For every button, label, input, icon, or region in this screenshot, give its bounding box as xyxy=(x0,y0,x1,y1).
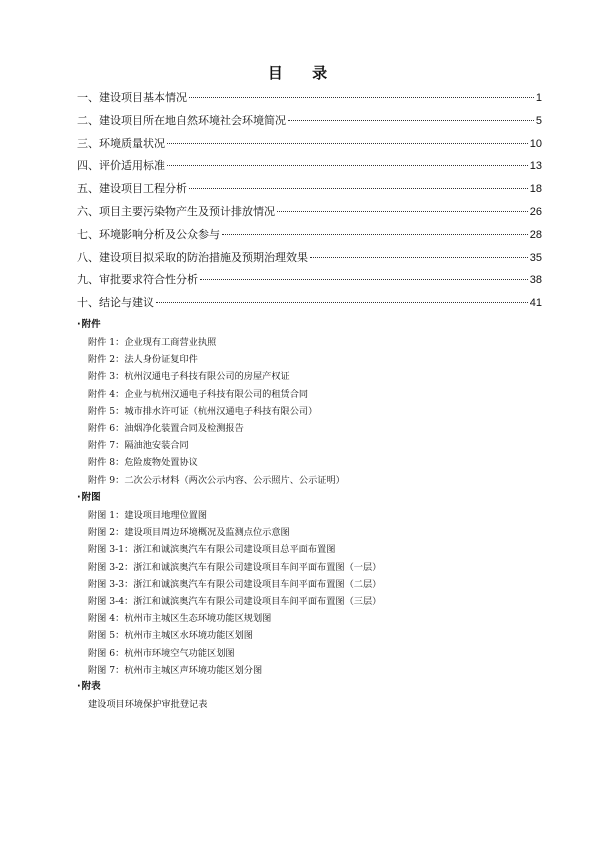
attachment-item: 附件 2：法人身份证复印件 xyxy=(88,354,198,366)
toc-entry[interactable] xyxy=(77,203,542,226)
bullet-icon: · xyxy=(77,492,81,503)
toc-entry[interactable] xyxy=(77,180,542,203)
toc-page-number: 5 xyxy=(535,114,542,127)
attachment-item: 附件 4：企业与杭州汉通电子科技有限公司的租赁合同 xyxy=(88,388,309,400)
toc-label: 十、结论与建议 xyxy=(77,296,154,310)
attachment-item: 附件 5：城市排水许可证（杭州汉通电子科技有限公司） xyxy=(88,405,318,417)
toc-page-number: 28 xyxy=(529,228,542,241)
figure-item: 附图 5：杭州市主城区水环境功能区划图 xyxy=(88,630,253,642)
figures-section xyxy=(77,489,547,679)
page-title: 目 录 xyxy=(267,64,340,82)
dot-leader xyxy=(288,120,534,121)
toc-label: 四、评价适用标准 xyxy=(77,159,165,173)
dot-leader xyxy=(200,279,528,280)
figure-item: 附图 4：杭州市主城区生态环境功能区规划图 xyxy=(88,613,272,625)
toc-page-number: 1 xyxy=(535,92,542,104)
toc-entry[interactable] xyxy=(77,89,542,112)
toc-page-number: 10 xyxy=(529,137,542,150)
toc-entry[interactable] xyxy=(77,249,542,272)
figure-item: 附图 6：杭州市环境空气功能区划图 xyxy=(88,647,235,659)
toc-entry[interactable] xyxy=(77,135,542,158)
dot-leader xyxy=(167,143,528,144)
toc-label: 二、建设项目所在地自然环境社会环境简况 xyxy=(77,113,286,127)
toc-label: 八、建设项目拟采取的防治措施及预期治理效果 xyxy=(77,250,308,264)
toc-page-number: 35 xyxy=(529,251,542,264)
toc-label: 九、审批要求符合性分析 xyxy=(77,273,198,287)
table-of-contents xyxy=(77,89,542,317)
attachment-item: 附件 9：二次公示材料（两次公示内容、公示照片、公示证明） xyxy=(88,474,345,486)
attachment-item: 附件 7：隔油池安装合同 xyxy=(88,440,189,452)
toc-label: 三、环境质量状况 xyxy=(77,136,165,150)
toc-entry[interactable] xyxy=(77,112,542,135)
toc-label: 一、建设项目基本情况 xyxy=(77,91,187,104)
toc-entry[interactable] xyxy=(77,271,542,294)
figure-item: 附图 1：建设项目地理位置图 xyxy=(88,510,208,521)
bullet-icon: · xyxy=(77,319,81,330)
figure-item: 附图 3-4：浙江和诚滨奥汽车有限公司建设项目车间平面布置图（三层） xyxy=(88,595,382,607)
toc-page-number: 41 xyxy=(529,297,542,310)
dot-leader xyxy=(189,97,534,98)
figure-item: 附图 3-2：浙江和诚滨奥汽车有限公司建设项目车间平面布置图（一层） xyxy=(88,561,382,573)
toc-page-number: 38 xyxy=(529,274,542,287)
toc-entry[interactable] xyxy=(77,294,542,317)
dot-leader xyxy=(167,165,528,166)
toc-label: 七、环境影响分析及公众参与 xyxy=(77,227,220,241)
figure-item: 附图 7：杭州市主城区声环境功能区划分图 xyxy=(88,664,263,676)
toc-page-number: 13 xyxy=(529,160,542,173)
dot-leader xyxy=(277,211,528,212)
tables-section xyxy=(77,678,547,713)
toc-entry[interactable] xyxy=(77,226,542,249)
toc-page-number: 18 xyxy=(529,183,542,196)
attachment-item: 附件 8：危险废物处置协议 xyxy=(88,457,198,469)
dot-leader xyxy=(156,302,528,303)
toc-entry[interactable] xyxy=(77,157,542,180)
table-item: 建设项目环境保护审批登记表 xyxy=(88,699,208,710)
attachment-item: 附件 3：杭州汉通电子科技有限公司的房屋产权证 xyxy=(88,371,290,383)
section-heading: ·附图 xyxy=(77,492,101,503)
figure-item: 附图 3-3：浙江和诚滨奥汽车有限公司建设项目车间平面布置图（二层） xyxy=(88,578,382,590)
figure-item: 附图 2：建设项目周边环境概况及监测点位示意图 xyxy=(88,527,290,539)
toc-label: 六、项目主要污染物产生及预计排放情况 xyxy=(77,204,275,218)
attachment-item: 附件 6：油烟净化装置合同及检测报告 xyxy=(88,422,244,434)
figure-item: 附图 3-1：浙江和诚滨奥汽车有限公司建设项目总平面布置图 xyxy=(88,544,336,556)
dot-leader xyxy=(189,188,528,189)
bullet-icon: · xyxy=(77,681,81,692)
section-heading: ·附表 xyxy=(77,681,101,692)
dot-leader xyxy=(222,234,528,235)
dot-leader xyxy=(310,257,528,258)
attachments-section xyxy=(77,316,547,489)
toc-label: 五、建设项目工程分析 xyxy=(77,182,187,196)
toc-page-number: 26 xyxy=(529,205,542,218)
attachment-item: 附件 1：企业现有工商营业执照 xyxy=(88,337,217,348)
section-heading: ·附件 xyxy=(77,319,101,330)
